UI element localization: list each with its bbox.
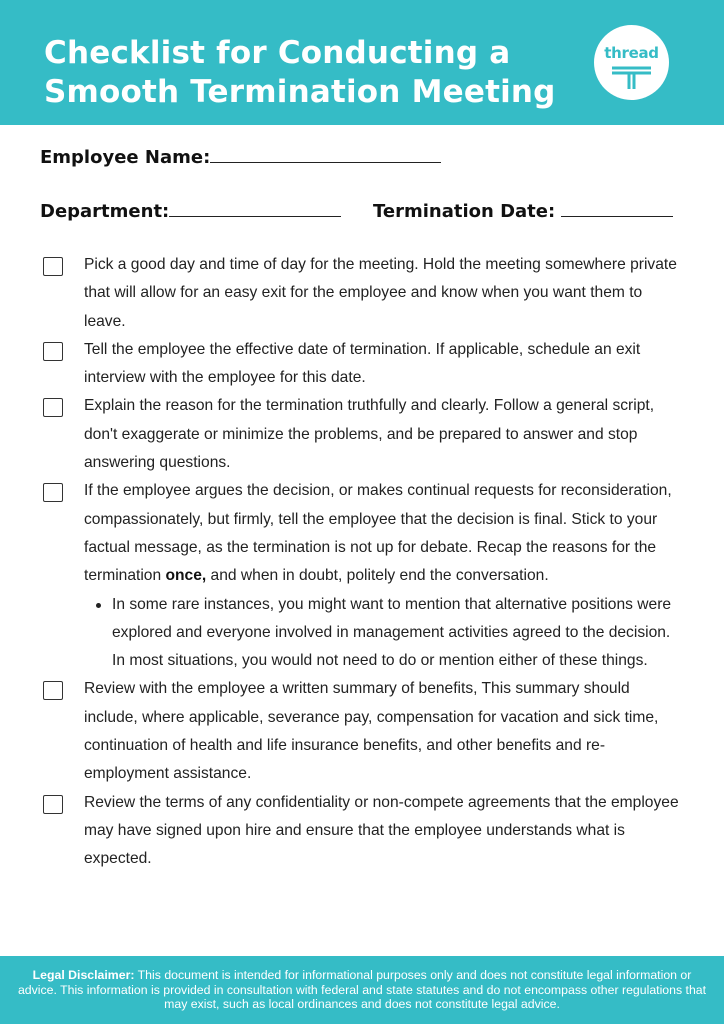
employee-name-line[interactable]: [210, 145, 441, 163]
legal-disclaimer-footer: [0, 956, 724, 1024]
bullet-dot-icon: [96, 603, 101, 608]
thread-logo-icon: [594, 25, 669, 100]
title-line-2: Smooth Termination Meeting: [44, 74, 556, 110]
checkbox[interactable]: [43, 257, 63, 276]
department-label: Department:: [40, 201, 170, 222]
page-title: [44, 34, 564, 112]
checkbox[interactable]: [43, 398, 63, 417]
sub-bullet-text: In some rare instances, you might want to mention that alternative positions were explored and everyone involved in management activities agreed to the decision. In most situations, you would not need to do or mention either of these things.: [112, 595, 672, 670]
disclaimer-text: This document is intended for informational purposes only and does not constitute legal information or advice. This information is provided in consultation with federal and state statutes and do not encompass other regulations that may exist, such as local ordinances and does not constitute legal advice.: [17, 968, 707, 1012]
text-before: If the employee argues the decision, or makes continual requests for reconsideration, compassionately, but firmly, tell the employee that the decision is final. Stick to your factual message, as the termination is not up for debate. Recap the reasons for the termination: [84, 482, 672, 585]
checklist-item-text: Review with the employee a written summary of benefits, This summary should include, where applicable, severance pay, compensation for vacation and sick time, continuation of health and life insurance benefits, and other benefits and re-employment assistance.: [84, 680, 659, 783]
termination-date-field: [373, 199, 673, 222]
sub-bullet: [112, 591, 682, 676]
department-field: [40, 199, 341, 222]
termination-date-label: Termination Date:: [373, 201, 556, 222]
emphasis-once: once,: [165, 567, 207, 585]
checklist-item: [0, 675, 724, 788]
employee-name-field: [40, 145, 441, 168]
checklist-item-text: [84, 477, 684, 590]
text-after: and when in doubt, politely end the conversation.: [206, 567, 549, 585]
department-line[interactable]: [169, 199, 341, 217]
checkbox[interactable]: [43, 483, 63, 502]
checklist-item: [0, 251, 724, 336]
checklist-item: [0, 392, 724, 477]
checklist-item-text: Explain the reason for the termination truthfully and clearly. Follow a general script, don't exaggerate or minimize the problems, and be prepared to answer and stop answering questions.: [84, 397, 655, 472]
checklist-item: [0, 336, 724, 393]
checklist-item-text: Review the terms of any confidentiality or non-compete agreements that the employee may have signed upon hire and ensure that the employee understands what is expected.: [84, 793, 679, 868]
title-line-1: Checklist for Conducting a: [44, 35, 511, 71]
checklist: [0, 251, 724, 874]
checkbox[interactable]: [43, 795, 63, 814]
checkbox[interactable]: [43, 681, 63, 700]
employee-name-label: Employee Name:: [40, 147, 211, 168]
checklist-item-text: Tell the employee the effective date of termination. If applicable, schedule an exit interview with the employee for this date.: [84, 340, 641, 387]
logo-text: thread: [604, 44, 659, 62]
checklist-item: [0, 477, 724, 675]
disclaimer-label: Legal Disclaimer:: [32, 968, 135, 982]
termination-date-line[interactable]: [561, 199, 673, 217]
checkbox[interactable]: [43, 342, 63, 361]
checklist-item: [0, 789, 724, 874]
thread-logo: [594, 25, 669, 100]
checklist-item-text: Pick a good day and time of day for the meeting. Hold the meeting somewhere private that will allow for an easy exit for the employee and know when you want them to leave.: [84, 256, 677, 330]
header-banner: [0, 0, 724, 125]
